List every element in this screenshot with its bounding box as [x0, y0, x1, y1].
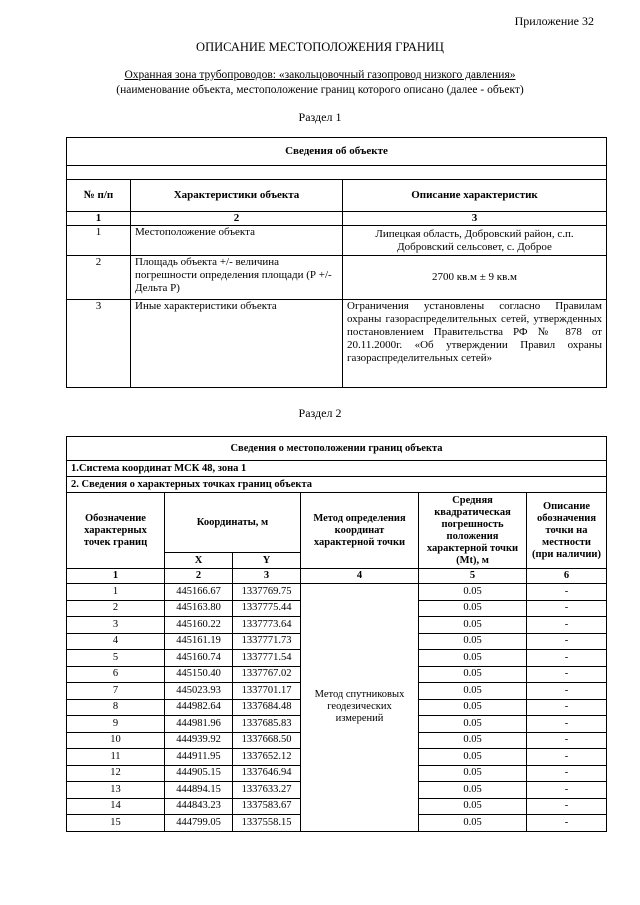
point-description: - — [527, 765, 607, 782]
point-y: 1337771.54 — [233, 650, 301, 667]
point-error: 0.05 — [419, 749, 527, 766]
point-description: - — [527, 782, 607, 799]
point-y: 1337558.15 — [233, 815, 301, 832]
point-error: 0.05 — [419, 732, 527, 749]
point-y: 1337684.48 — [233, 699, 301, 716]
point-number: 7 — [67, 683, 165, 700]
point-error: 0.05 — [419, 617, 527, 634]
point-x: 444843.23 — [165, 798, 233, 815]
point-number: 15 — [67, 815, 165, 832]
point-number: 1 — [67, 584, 165, 601]
header-x: X — [165, 553, 233, 569]
point-description: - — [527, 666, 607, 683]
header-number: № п/п — [67, 180, 131, 212]
object-name: Охранная зона трубопроводов: «закольцовочный газопровод низкого давления» — [124, 69, 516, 81]
point-number: 9 — [67, 716, 165, 733]
point-number: 5 — [67, 650, 165, 667]
column-number: 4 — [301, 569, 419, 584]
point-y: 1337773.64 — [233, 617, 301, 634]
point-x: 444894.15 — [165, 782, 233, 799]
column-number: 1 — [67, 569, 165, 584]
point-number: 12 — [67, 765, 165, 782]
point-description: - — [527, 683, 607, 700]
column-number: 3 — [343, 212, 607, 226]
header-y: Y — [233, 553, 301, 569]
point-y: 1337583.67 — [233, 798, 301, 815]
point-error: 0.05 — [419, 650, 527, 667]
object-note: (наименование объекта, местоположение границ которого описано (далее - объект) — [116, 84, 524, 96]
point-x: 445163.80 — [165, 600, 233, 617]
point-x: 444911.95 — [165, 749, 233, 766]
point-y: 1337652.12 — [233, 749, 301, 766]
point-x: 444981.96 — [165, 716, 233, 733]
point-number: 10 — [67, 732, 165, 749]
table-row — [67, 300, 607, 388]
point-description: - — [527, 617, 607, 634]
point-error: 0.05 — [419, 765, 527, 782]
appendix-label: Приложение 32 — [514, 14, 594, 28]
point-description: - — [527, 749, 607, 766]
point-error: 0.05 — [419, 600, 527, 617]
point-y: 1337668.50 — [233, 732, 301, 749]
row-number: 2 — [67, 256, 131, 300]
row-description: Ограничения установлены согласно Правилам охраны газораспределительных сетей, утвержденных постановлением Правительства РФ № 878 от 20.11.2000г. «Об утверждении Правил охраны газораспределительных сетей» — [343, 300, 607, 388]
page-title: ОПИСАНИЕ МЕСТОПОЛОЖЕНИЯ ГРАНИЦ — [196, 40, 444, 54]
point-x: 445160.74 — [165, 650, 233, 667]
point-error: 0.05 — [419, 815, 527, 832]
point-number: 13 — [67, 782, 165, 799]
method-value: Метод спутниковых геодезических измерений — [301, 584, 419, 832]
point-x: 444799.05 — [165, 815, 233, 832]
point-number: 6 — [67, 666, 165, 683]
row-characteristic: Площадь объекта +/- величина погрешности определения площади (Р +/- Дельта Р) — [131, 256, 343, 300]
point-y: 1337685.83 — [233, 716, 301, 733]
row-description: Липецкая область, Добровский район, с.п. Добровский сельсовет, с. Доброе — [343, 226, 607, 256]
point-y: 1337646.94 — [233, 765, 301, 782]
point-x: 444939.92 — [165, 732, 233, 749]
point-error: 0.05 — [419, 716, 527, 733]
point-description: - — [527, 716, 607, 733]
point-description: - — [527, 600, 607, 617]
column-number: 6 — [527, 569, 607, 584]
table-row — [67, 226, 607, 256]
point-x: 445161.19 — [165, 633, 233, 650]
point-number: 8 — [67, 699, 165, 716]
point-error: 0.05 — [419, 798, 527, 815]
point-error: 0.05 — [419, 633, 527, 650]
point-x: 444982.64 — [165, 699, 233, 716]
table-row — [67, 584, 607, 601]
column-number: 5 — [419, 569, 527, 584]
point-x: 445166.67 — [165, 584, 233, 601]
point-number: 3 — [67, 617, 165, 634]
point-number: 14 — [67, 798, 165, 815]
point-description: - — [527, 815, 607, 832]
column-number: 1 — [67, 212, 131, 226]
point-error: 0.05 — [419, 782, 527, 799]
points-section-header: 2. Сведения о характерных точках границ объекта — [67, 477, 607, 493]
point-error: 0.05 — [419, 699, 527, 716]
point-description: - — [527, 584, 607, 601]
header-designation: Обозначение характерных точек границ — [67, 493, 165, 569]
row-characteristic: Местоположение объекта — [131, 226, 343, 256]
point-y: 1337775.44 — [233, 600, 301, 617]
spacer-row — [67, 166, 607, 180]
point-x: 445150.40 — [165, 666, 233, 683]
point-x: 445023.93 — [165, 683, 233, 700]
point-y: 1337701.17 — [233, 683, 301, 700]
point-x: 444905.15 — [165, 765, 233, 782]
object-info-title: Сведения об объекте — [67, 138, 607, 166]
point-y: 1337633.27 — [233, 782, 301, 799]
point-description: - — [527, 650, 607, 667]
column-number: 3 — [233, 569, 301, 584]
row-description: 2700 кв.м ± 9 кв.м — [343, 256, 607, 300]
column-number: 2 — [165, 569, 233, 584]
point-error: 0.05 — [419, 584, 527, 601]
point-y: 1337769.75 — [233, 584, 301, 601]
header-coordinates: Координаты, м — [165, 493, 301, 553]
table-row — [67, 256, 607, 300]
point-description: - — [527, 732, 607, 749]
point-description: - — [527, 699, 607, 716]
point-number: 11 — [67, 749, 165, 766]
row-number: 1 — [67, 226, 131, 256]
point-y: 1337767.02 — [233, 666, 301, 683]
row-number: 3 — [67, 300, 131, 388]
point-y: 1337771.73 — [233, 633, 301, 650]
column-number: 2 — [131, 212, 343, 226]
header-method: Метод определения координат характерной точки — [301, 493, 419, 569]
point-number: 2 — [67, 600, 165, 617]
boundary-table-title: Сведения о местоположении границ объекта — [67, 437, 607, 461]
point-x: 445160.22 — [165, 617, 233, 634]
header-error: Средняя квадратическая погрешность положения характерной точки (Mt), м — [419, 493, 527, 569]
header-description: Описание характеристик — [343, 180, 607, 212]
header-point-description: Описание обозначения точки на местности (при наличии) — [527, 493, 607, 569]
point-error: 0.05 — [419, 683, 527, 700]
point-description: - — [527, 633, 607, 650]
point-description: - — [527, 798, 607, 815]
header-characteristic: Характеристики объекта — [131, 180, 343, 212]
row-characteristic: Иные характеристики объекта — [131, 300, 343, 388]
coordinate-system: 1.Система координат МСК 48, зона 1 — [67, 461, 607, 477]
boundary-table — [66, 436, 607, 832]
object-info-table — [66, 137, 607, 388]
section-1-label: Раздел 1 — [298, 110, 342, 124]
section-2-label: Раздел 2 — [298, 406, 342, 420]
point-error: 0.05 — [419, 666, 527, 683]
point-number: 4 — [67, 633, 165, 650]
